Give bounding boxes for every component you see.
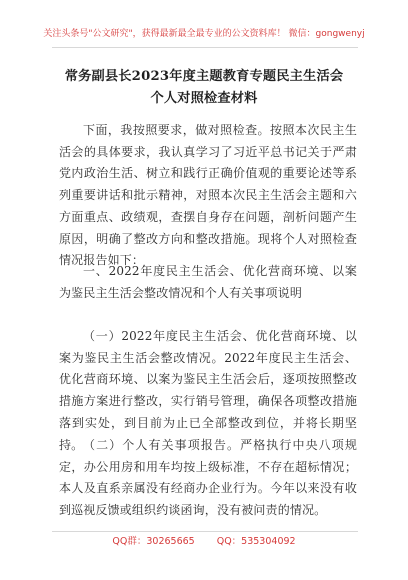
header-note: 关注头条号"公文研究"，获得最新最全最专业的公文资料库！ 微信：gongwenyj: [43, 29, 365, 39]
paragraph-section-one-heading: 一、2022年度民主生活会、优化营商环境、以案为鉴民主生活会整改情况和个人有关事项说明: [59, 264, 357, 300]
footer-qq-group: QQ群：30265665: [112, 536, 195, 547]
header-divider: [52, 47, 358, 48]
paragraph-rectification: （一）2022年度民主生活会、优化营商环境、以案为鉴民主生活会整改情况。2022年度民主生活会、优化营商环境、以案为鉴民主生活会后，逐项按照整改措施方案进行整改，实行销号管理，确保各项整改措施落到实处，到目前为止已全部整改到位，并将长期坚持。: [59, 329, 357, 452]
document-title: 常务副县长2023年度主题教育专题民主生活会个人对照检查材料: [64, 69, 344, 106]
footer-divider: [52, 531, 358, 532]
footer-qq: QQ：535304092: [216, 536, 296, 547]
paragraph-personal-matters: （二）个人有关事项报告。严格执行中央八项规定，办公用房和用车均按上级标准，不存在超标情况；本人及直系亲属没有经商办企业行为。今年以来没有收到巡视反馈或组织约谈函询，没有被问责的情况。: [59, 438, 357, 518]
paragraph-intro: 下面，我按照要求，做对照检查。按照本次民主生活会的具体要求，我认真学习了习近平总书记关于严肃党内政治生活、树立和践行正确价值观的重要论述等系列重要讲话和批示精神，对照本次民主生活会主题和六方面重点、政绩观，查摆自身存在问题，剖析问题产生原因，明确了整改方向和整改措施。现将个人对照检查情况报告如下：: [59, 123, 357, 268]
footer-contacts: [0, 536, 408, 548]
